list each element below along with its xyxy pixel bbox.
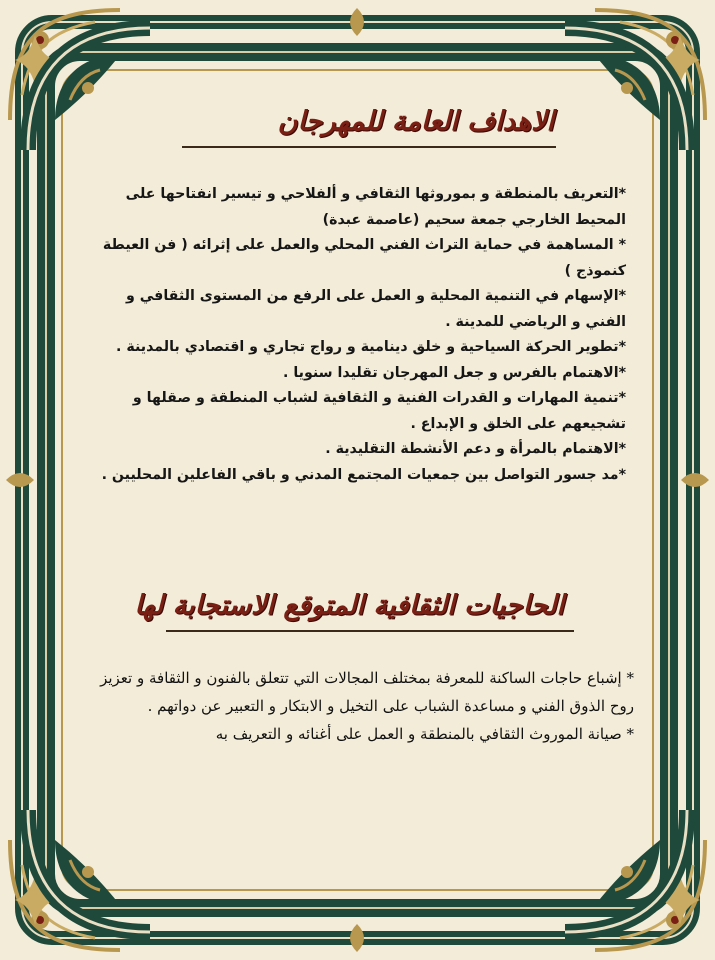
document-body — [88, 96, 634, 876]
goal-item: *تطوير الحركة السياحية و خلق دينامية و رواج تجاري و اقتصادي بالمدينة . — [116, 339, 626, 355]
goal-item: *الاهتمام بالفرس و جعل المهرجان تقليدا سنويا . — [282, 364, 626, 381]
goals-list — [98, 182, 626, 488]
needs-heading: الحاجيات الثقافية المتوقع الاستجابة لها — [134, 590, 564, 621]
need-item: * صيانة الموروث الثقافي بالمنطقة و العمل على أغنائه و التعريف به — [215, 725, 634, 743]
goal-item: *الإسهام في التنمية المحلية و العمل على الرفع من المستوى الثقافي و الفني و الرياضي للمدينة . — [125, 288, 626, 330]
need-item: * إشباع حاجات الساكنة للمعرفة بمختلف المجالات التي تتعلق بالفنون و الثقافة و تعزيز روح الذوق الفني و مساعدة الشباب على التخيل و الابتكار و التعبير عن دواتهم . — [100, 669, 634, 715]
needs-heading-underline — [166, 630, 574, 632]
needs-list — [94, 664, 634, 748]
goals-heading: الاهداف العامة للمهرجان — [277, 106, 554, 137]
goal-item: *مد جسور التواصل بين جمعيات المجتمع المدني و باقي الفاعلين المحليين . — [101, 466, 626, 483]
goals-heading-underline — [182, 146, 556, 148]
goal-item: *الاهتمام بالمرأة و دعم الأنشطة التقليدية . — [325, 441, 626, 457]
goal-item: * المساهمة في حماية التراث الفني المحلي والعمل على إثرائه ( فن العيطة كنموذج ) — [102, 237, 626, 279]
goal-item: *تنمية المهارات و القدرات الفنية و الثقافية لشباب المنطقة و صقلها و تشجيعهم على الخلق و الإبداع . — [132, 390, 626, 432]
goal-item: *التعريف بالمنطقة و بموروثها الثقافي و ألفلاحي و تيسير انفتاحها على المحيط الخارجي جمعة سحيم (عاصمة عبدة) — [125, 186, 626, 228]
